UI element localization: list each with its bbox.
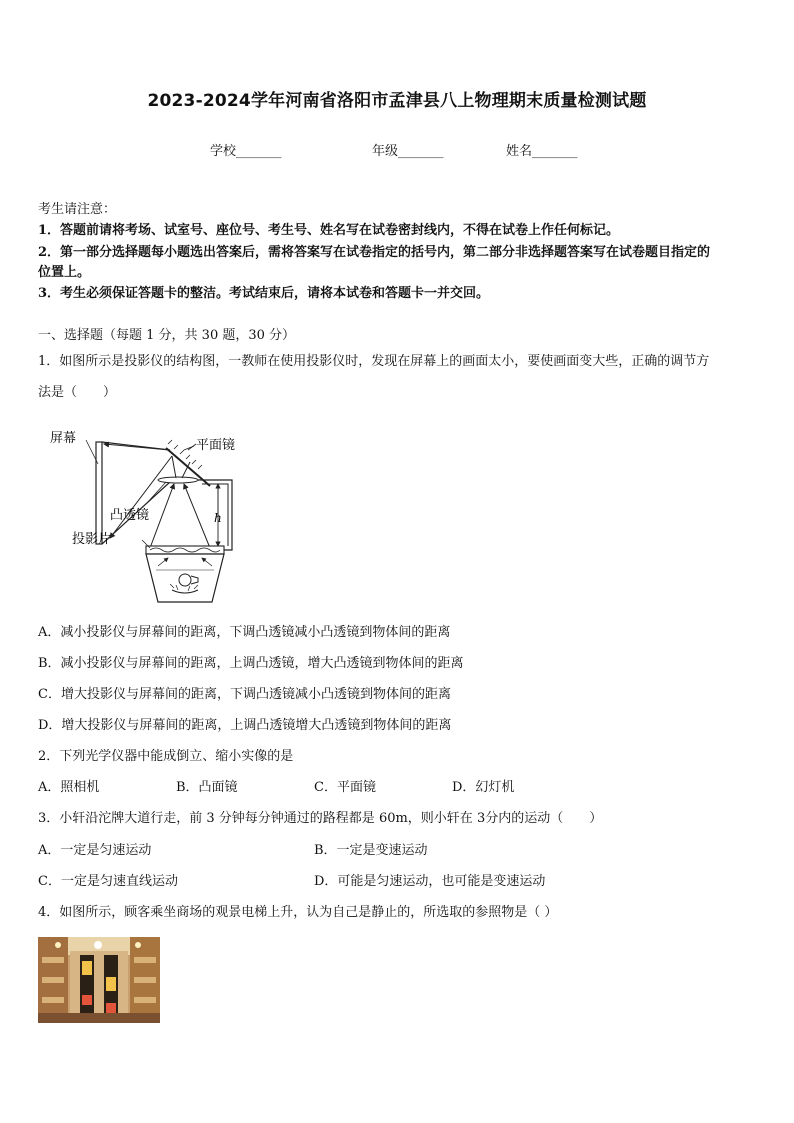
label-h: h	[214, 511, 222, 525]
notice-item-2-cont: 位置上。	[38, 265, 91, 280]
q1-option-b: B．减小投影仪与屏幕间的距离，上调凸透镜，增大凸透镜到物体间的距离	[38, 656, 464, 671]
screen-shape	[96, 442, 102, 544]
convex-lens-shape	[158, 477, 198, 483]
q1-stem-cont: 法是（ ）	[38, 385, 117, 400]
q2-option-c: C．平面镜	[314, 780, 376, 795]
elevator-photo	[38, 937, 160, 1023]
q2-option-a: A．照相机	[38, 780, 100, 795]
q2-option-b: B．凸面镜	[176, 780, 238, 795]
q1-option-d: D．增大投影仪与屏幕间的距离，上调凸透镜增大凸透镜到物体间的距离	[38, 718, 452, 733]
q3-option-c: C．一定是匀速直线运动	[38, 874, 178, 889]
q2-stem: 2．下列光学仪器中能成倒立、缩小实像的是	[38, 749, 294, 764]
q2-option-d: D．幻灯机	[452, 780, 515, 795]
notice-item-2: 2．第一部分选择题每小题选出答案后，需将答案写在试卷指定的括号内，第二部分非选择题答案写在试卷题目指定的	[38, 245, 711, 260]
q1-option-c: C．增大投影仪与屏幕间的距离，下调凸透镜减小凸透镜到物体间的距离	[38, 687, 451, 702]
notice-heading: 考生请注意：	[38, 202, 117, 217]
name-field: 姓名_______	[506, 144, 578, 159]
q3-stem: 3．小轩沿沱牌大道行走，前 3 分钟每分钟通过的路程都是 60m，则小轩在 3分内的运动（ ）	[38, 811, 603, 826]
label-screen: 屏幕	[50, 431, 77, 446]
label-convex-lens: 凸透镜	[110, 508, 150, 523]
q4-stem: 4．如图所示，顾客乘坐商场的观景电梯上升，认为自己是静止的，所选取的参照物是（ ）	[38, 905, 558, 920]
notice-item-3: 3．考生必须保证答题卡的整洁。考试结束后，请将本试卷和答题卡一并交回。	[38, 286, 490, 301]
q1-option-a: A．减小投影仪与屏幕间的距离，下调凸透镜减小凸透镜到物体间的距离	[38, 625, 451, 640]
projector-diagram	[38, 420, 248, 612]
q3-option-a: A．一定是匀速运动	[38, 843, 152, 858]
notice-item-1: 1．答题前请将考场、试室号、座位号、考生号、姓名写在试卷密封线内，不得在试卷上作任何标记。	[38, 223, 620, 238]
page-title: 2023-2024学年河南省洛阳市孟津县八上物理期末质量检测试题	[147, 91, 647, 111]
slide-shape	[146, 546, 224, 554]
school-field: 学校_______	[210, 144, 282, 159]
q3-option-b: B．一定是变速运动	[314, 843, 428, 858]
q3-option-d: D．可能是匀速运动，也可能是变速运动	[314, 874, 546, 889]
q1-stem: 1．如图所示是投影仪的结构图，一教师在使用投影仪时，发现在屏幕上的画面太小，要使画面变大些，正确的调节方	[38, 354, 710, 369]
label-plane-mirror: 平面镜	[196, 438, 236, 453]
label-slide: 投影片	[72, 532, 112, 547]
section-heading: 一、选择题（每题 1 分，共 30 题，30 分）	[38, 328, 296, 343]
grade-field: 年级_______	[372, 144, 444, 159]
